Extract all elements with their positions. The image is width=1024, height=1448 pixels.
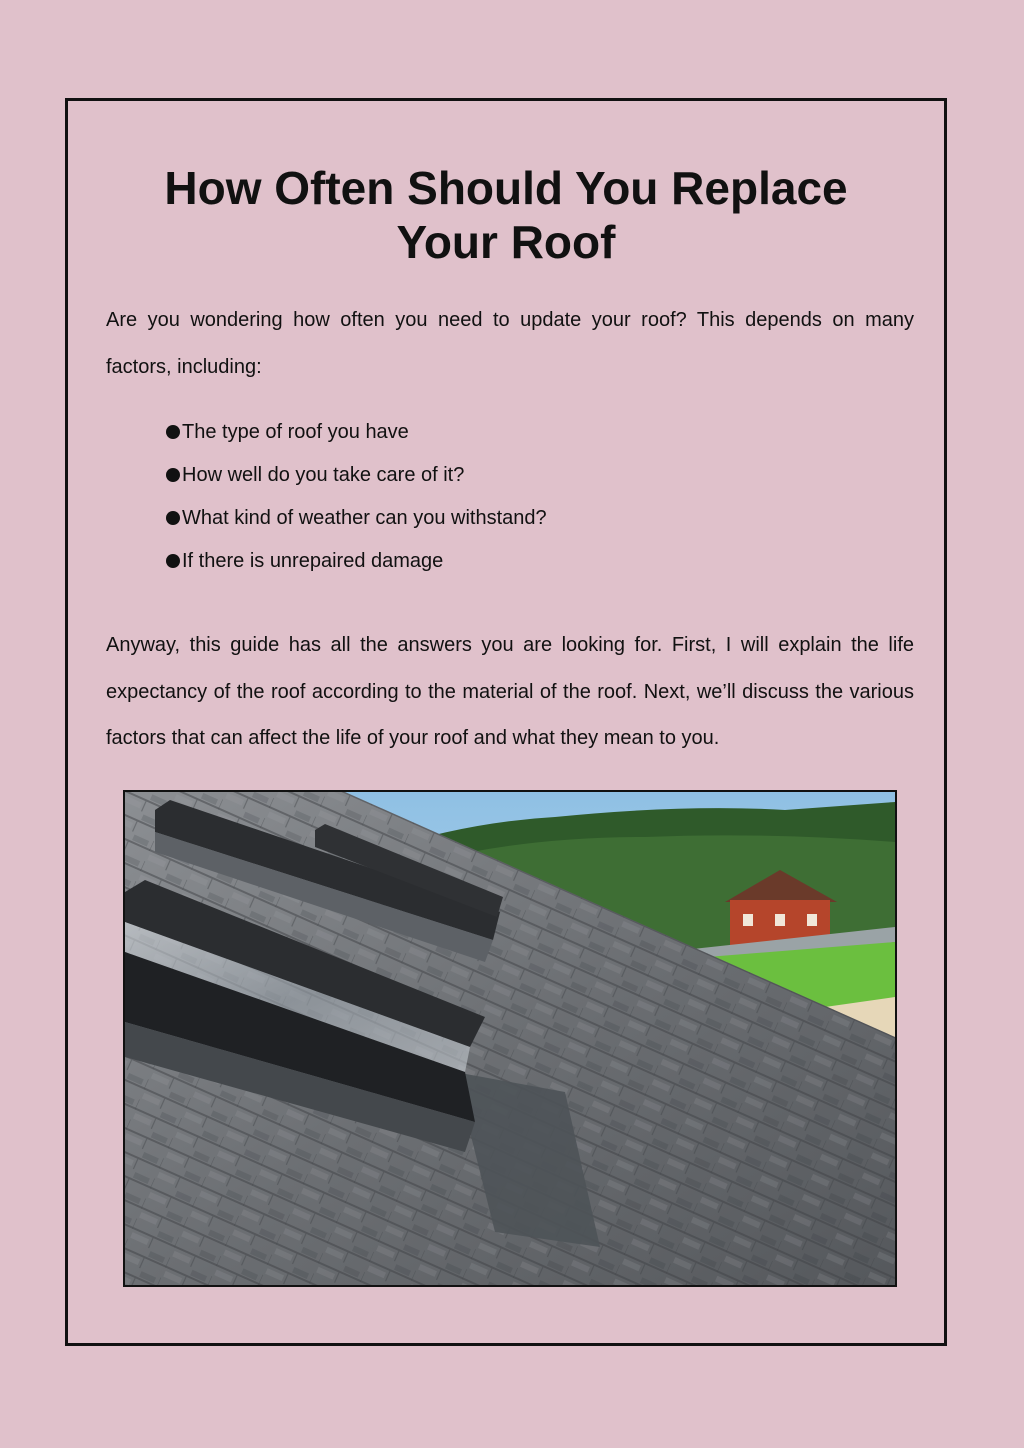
list-item (166, 540, 547, 583)
content-frame (65, 98, 947, 1346)
list-item (166, 454, 547, 497)
page-title (68, 161, 944, 269)
roof-skylight-illustration (125, 792, 895, 1285)
factor-list (166, 411, 547, 583)
roof-photo (123, 790, 897, 1287)
bullet-icon (166, 425, 180, 439)
bullet-icon (166, 511, 180, 525)
list-item-text: What kind of weather can you withstand? (182, 507, 547, 529)
list-item (166, 497, 547, 540)
intro-paragraph: Are you wondering how often you need to update your roof? This depends on many factors, including: (106, 309, 914, 378)
outro-paragraph: Anyway, this guide has all the answers you are looking for. First, I will explain the life expectancy of the roof according to the material of the roof. Next, we’ll discuss the various factors that can affect the life of your roof and what they mean to you. (106, 634, 914, 749)
title-line-2: Your Roof (396, 216, 616, 268)
title-line-1: How Often Should You Replace (164, 162, 848, 214)
list-item (166, 411, 547, 454)
list-item-text: If there is unrepaired damage (182, 550, 444, 572)
list-item-text: The type of roof you have (182, 421, 409, 443)
bullet-icon (166, 554, 180, 568)
bullet-icon (166, 468, 180, 482)
list-item-text: How well do you take care of it? (182, 464, 465, 486)
